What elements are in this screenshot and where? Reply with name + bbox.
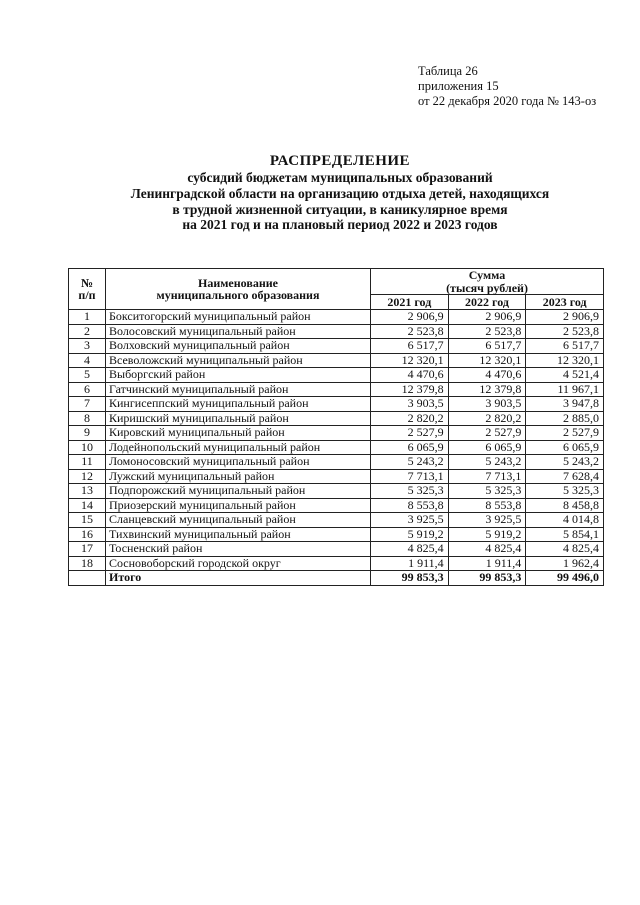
row-amount-2021: 4 825,4 [371, 542, 449, 557]
row-amount-2021: 4 470,6 [371, 368, 449, 383]
heading-line-4: на 2021 год и на плановый период 2022 и 2023 годов [182, 217, 498, 233]
table-row [69, 542, 604, 557]
row-number: 1 [69, 310, 106, 325]
row-amount-2022: 3 903,5 [448, 397, 526, 412]
row-amount-2023: 6 517,7 [526, 339, 604, 354]
row-amount-2021: 3 903,5 [371, 397, 449, 412]
heading-line-3: в трудной жизненной ситуации, в каникулярное время [172, 201, 508, 217]
row-municipality: Киришский муниципальный район [106, 411, 371, 426]
row-amount-2023: 8 458,8 [526, 498, 604, 513]
table-row [69, 368, 604, 383]
row-amount-2021: 8 553,8 [371, 498, 449, 513]
row-number: 8 [69, 411, 106, 426]
row-amount-2022: 2 527,9 [448, 426, 526, 441]
row-amount-2022: 6 065,9 [448, 440, 526, 455]
table-row [69, 339, 604, 354]
row-amount-2022: 8 553,8 [448, 498, 526, 513]
row-number: 3 [69, 339, 106, 354]
row-number: 10 [69, 440, 106, 455]
row-number: 4 [69, 353, 106, 368]
row-municipality: Тихвинский муниципальный район [106, 527, 371, 542]
row-amount-2021: 2 820,2 [371, 411, 449, 426]
row-amount-2022: 12 320,1 [448, 353, 526, 368]
column-header-sum [371, 269, 604, 295]
row-amount-2023: 2 885,0 [526, 411, 604, 426]
row-number: 16 [69, 527, 106, 542]
row-amount-2021: 6 517,7 [371, 339, 449, 354]
table-row [69, 527, 604, 542]
table-row [69, 484, 604, 499]
row-amount-2021: 12 379,8 [371, 382, 449, 397]
row-amount-2022: 2 820,2 [448, 411, 526, 426]
row-number: 15 [69, 513, 106, 528]
total-amount-2023: 99 496,0 [526, 571, 604, 586]
table-row [69, 397, 604, 412]
row-number: 5 [69, 368, 106, 383]
table-row [69, 426, 604, 441]
row-number: 13 [69, 484, 106, 499]
document-reference [418, 64, 596, 109]
row-amount-2023: 1 962,4 [526, 556, 604, 571]
row-amount-2021: 6 065,9 [371, 440, 449, 455]
row-amount-2023: 5 325,3 [526, 484, 604, 499]
column-header-name-label: Наименование муниципального образования [156, 275, 320, 302]
row-amount-2023: 7 628,4 [526, 469, 604, 484]
row-amount-2021: 2 523,8 [371, 324, 449, 339]
row-number: 14 [69, 498, 106, 513]
table-row [69, 324, 604, 339]
row-amount-2023: 6 065,9 [526, 440, 604, 455]
table-row [69, 411, 604, 426]
row-amount-2023: 2 523,8 [526, 324, 604, 339]
table-body [69, 310, 604, 586]
row-number: 18 [69, 556, 106, 571]
total-amount-2022: 99 853,3 [448, 571, 526, 586]
row-amount-2022: 2 523,8 [448, 324, 526, 339]
column-header-name [106, 269, 371, 310]
row-amount-2021: 1 911,4 [371, 556, 449, 571]
row-amount-2022: 7 713,1 [448, 469, 526, 484]
row-municipality: Кировский муниципальный район [106, 426, 371, 441]
column-header-number-label: № п/п [78, 275, 96, 302]
row-municipality: Сосновоборский городской округ [106, 556, 371, 571]
row-amount-2021: 5 243,2 [371, 455, 449, 470]
row-municipality: Волховский муниципальный район [106, 339, 371, 354]
row-amount-2022: 4 470,6 [448, 368, 526, 383]
row-municipality: Приозерский муниципальный район [106, 498, 371, 513]
total-amount-2021: 99 853,3 [371, 571, 449, 586]
table-row [69, 382, 604, 397]
row-municipality: Подпорожский муниципальный район [106, 484, 371, 499]
row-amount-2022: 4 825,4 [448, 542, 526, 557]
column-header-year-2021: 2021 год [371, 295, 449, 310]
table-row [69, 469, 604, 484]
row-amount-2023: 2 527,9 [526, 426, 604, 441]
table-row [69, 556, 604, 571]
row-amount-2022: 3 925,5 [448, 513, 526, 528]
row-amount-2022: 6 517,7 [448, 339, 526, 354]
row-amount-2023: 2 906,9 [526, 310, 604, 325]
row-amount-2021: 5 919,2 [371, 527, 449, 542]
subsidy-table [68, 268, 604, 586]
table-row [69, 455, 604, 470]
row-number: 6 [69, 382, 106, 397]
row-amount-2023: 3 947,8 [526, 397, 604, 412]
row-amount-2022: 1 911,4 [448, 556, 526, 571]
row-municipality: Сланцевский муниципальный район [106, 513, 371, 528]
table-number: Таблица 26 [418, 64, 478, 78]
row-municipality: Бокситогорский муниципальный район [106, 310, 371, 325]
row-amount-2022: 12 379,8 [448, 382, 526, 397]
row-number: 2 [69, 324, 106, 339]
row-amount-2022: 5 919,2 [448, 527, 526, 542]
row-municipality: Гатчинский муниципальный район [106, 382, 371, 397]
heading-line-2: Ленинградской области на организацию отдыха детей, находящихся [130, 185, 550, 201]
row-number: 9 [69, 426, 106, 441]
column-header-number [69, 269, 106, 310]
row-amount-2023: 4 521,4 [526, 368, 604, 383]
row-amount-2023: 4 014,8 [526, 513, 604, 528]
table-row [69, 498, 604, 513]
column-header-year-2023: 2023 год [526, 295, 604, 310]
row-amount-2022: 2 906,9 [448, 310, 526, 325]
total-row [69, 571, 604, 586]
row-amount-2022: 5 325,3 [448, 484, 526, 499]
document-heading [60, 152, 620, 233]
total-row-number [69, 571, 106, 586]
row-municipality: Лодейнопольский муниципальный район [106, 440, 371, 455]
law-date: от 22 декабря 2020 года № 143-оз [418, 94, 597, 108]
row-municipality: Волосовский муниципальный район [106, 324, 371, 339]
table-row [69, 310, 604, 325]
table-row [69, 440, 604, 455]
row-number: 11 [69, 455, 106, 470]
row-amount-2021: 12 320,1 [371, 353, 449, 368]
row-amount-2021: 2 906,9 [371, 310, 449, 325]
row-amount-2021: 3 925,5 [371, 513, 449, 528]
row-amount-2022: 5 243,2 [448, 455, 526, 470]
row-number: 17 [69, 542, 106, 557]
total-label: Итого [106, 571, 371, 586]
row-number: 7 [69, 397, 106, 412]
row-amount-2023: 11 967,1 [526, 382, 604, 397]
row-amount-2023: 5 854,1 [526, 527, 604, 542]
row-amount-2023: 4 825,4 [526, 542, 604, 557]
heading-line-1: субсидий бюджетам муниципальных образований [187, 170, 493, 185]
row-municipality: Лужский муниципальный район [106, 469, 371, 484]
table-row [69, 353, 604, 368]
column-header-sum-label: Сумма (тысяч рублей) [446, 268, 528, 295]
row-municipality: Тосненский район [106, 542, 371, 557]
row-municipality: Ломоносовский муниципальный район [106, 455, 371, 470]
row-municipality: Всеволожский муниципальный район [106, 353, 371, 368]
row-amount-2021: 5 325,3 [371, 484, 449, 499]
row-amount-2021: 7 713,1 [371, 469, 449, 484]
row-amount-2023: 12 320,1 [526, 353, 604, 368]
table-row [69, 513, 604, 528]
row-municipality: Кингисеппский муниципальный район [106, 397, 371, 412]
document-title: РАСПРЕДЕЛЕНИЕ [269, 153, 411, 169]
row-amount-2021: 2 527,9 [371, 426, 449, 441]
row-amount-2023: 5 243,2 [526, 455, 604, 470]
row-number: 12 [69, 469, 106, 484]
appendix-number: приложения 15 [418, 79, 499, 93]
row-municipality: Выборгский район [106, 368, 371, 383]
column-header-year-2022: 2022 год [448, 295, 526, 310]
